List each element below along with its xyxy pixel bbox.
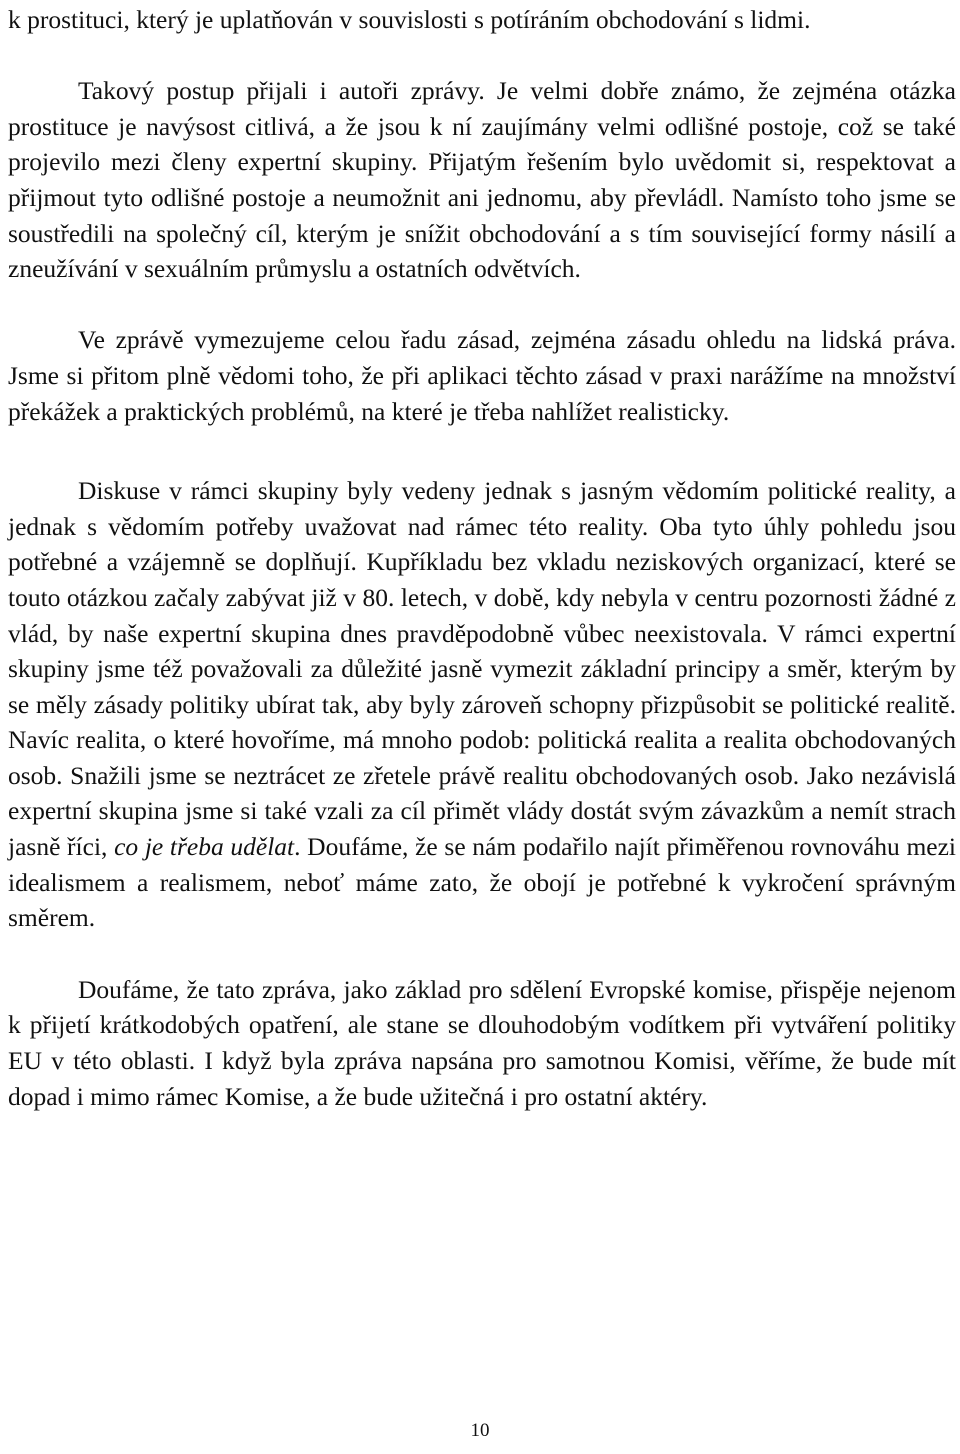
paragraph-4-text-a: Diskuse v rámci skupiny byly vedeny jednak s jasným vědomím politické reality, a jednak s vědomím potřeby uvažovat nad rámec této reality. Oba tyto úhly pohledu jsou potřebné a vzájemně se doplňují. Kupříkladu bez vkladu neziskových organizací, které se touto otázkou začaly zabývat již v 80. letech, v době, kdy nebyla v centru pozornosti žádné z vlád, by naše expertní skupina dnes pravděpodobně vůbec neexistovala. V rámci expertní skupiny jsme též považovali za důležité jasně vymezit základní principy a směr, kterým by se měly zásady politiky ubírat tak, aby byly zároveň schopny přizpůsobit se politické realitě. Navíc realita, o které hovoříme, má mnoho podob: politická realita a realita obchodovaných osob. Snažili jsme se neztrácet ze zřetele právě realitu obchodovaných osob. Jako nezávislá expertní skupina jsme si také vzali za cíl přimět vlády dostát svým závazkům a nemít strach jasně říci,: [8, 476, 956, 862]
paragraph-2: [8, 73, 956, 287]
document-page: [8, 2, 956, 1150]
paragraph-5: [8, 972, 956, 1114]
paragraph-4: [8, 473, 956, 936]
paragraph-4-emphasis: co je třeba udělat: [114, 832, 295, 862]
paragraph-1-text: k prostituci, který je uplatňován v souvislosti s potíráním obchodování s lidmi.: [8, 5, 811, 34]
paragraph-3-text: Ve zprávě vymezujeme celou řadu zásad, zejména zásadu ohledu na lidská práva. Jsme si přitom plně vědomi toho, že při aplikaci těchto zásad v praxi narážíme na množství překážek a praktických problémů, na které je třeba nahlížet realisticky.: [8, 325, 956, 426]
paragraph-1: [8, 2, 956, 38]
paragraph-4-text-b: . Doufáme, že se nám podařilo najít přiměřenou rovnováhu mezi idealismem a realismem, neboť máme zato, že obojí je potřebné k vykročení správným směrem.: [8, 832, 957, 933]
page-number: 10: [470, 1420, 490, 1441]
paragraph-3: [8, 322, 956, 429]
paragraph-5-text: Doufáme, že tato zpráva, jako základ pro sdělení Evropské komise, přispěje nejenom k přijetí krátkodobých opatření, ale stane se dlouhodobým vodítkem při vytváření politiky EU v této oblasti. I když byla zpráva napsána pro samotnou Komisi, věříme, že bude mít dopad i mimo rámec Komise, a že bude užitečná i pro ostatní aktéry.: [8, 974, 956, 1111]
paragraph-2-text: Takový postup přijali i autoři zprávy. Je velmi dobře známo, že zejména otázka prostituce je navýsost citlivá, a že jsou k ní zaujímány velmi odlišné postoje, což se také projevilo mezi členy expertní skupiny. Přijatým řešením bylo uvědomit si, respektovat a přijmout tyto odlišné postoje a neumožnit ani jednomu, aby převládl. Namísto toho jsme se soustředili na společný cíl, kterým je snížit obchodování a s tím související formy násilí a zneužívání v sexuálním průmyslu a ostatních odvětvích.: [8, 76, 956, 284]
